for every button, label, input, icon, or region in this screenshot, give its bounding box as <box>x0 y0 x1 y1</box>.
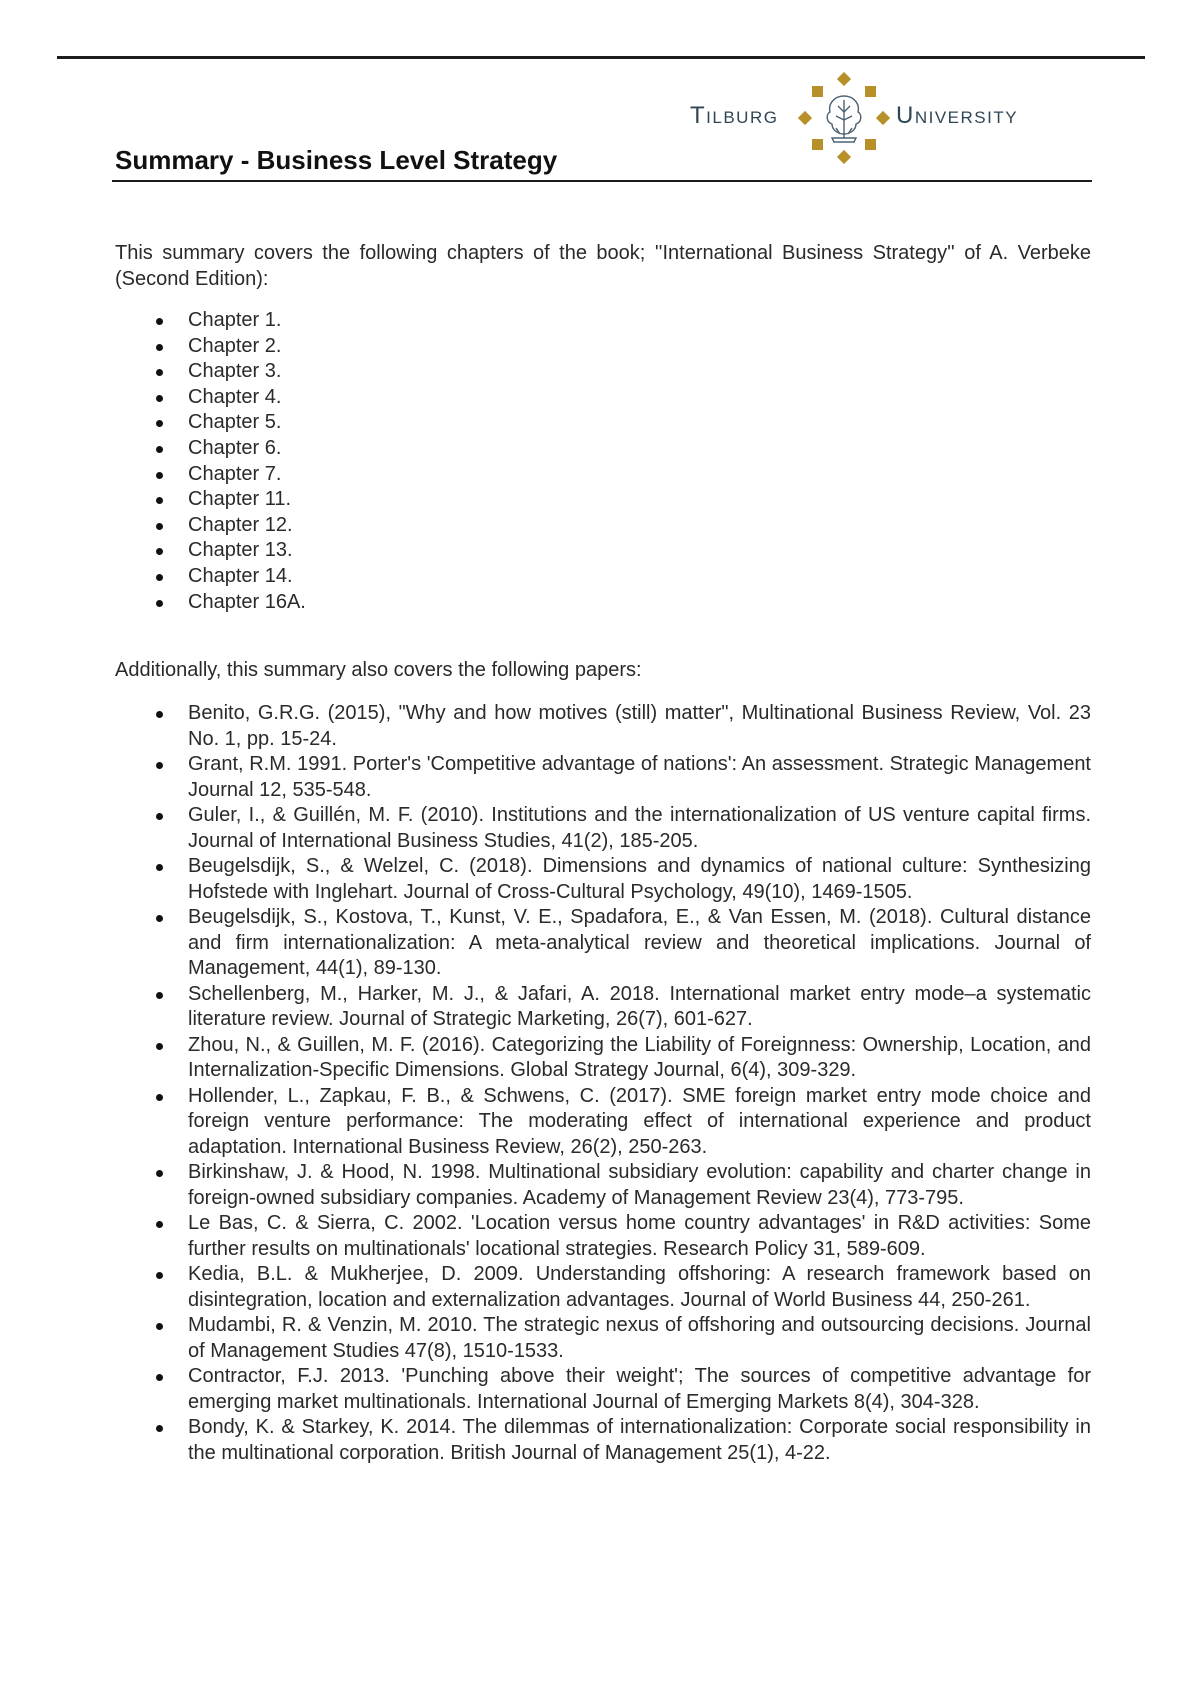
logo-word-university: University <box>896 102 1019 129</box>
list-item-paper <box>115 1364 1091 1415</box>
list-item-paper <box>115 803 1091 854</box>
bullet-icon <box>156 574 163 581</box>
header-top-rule <box>57 56 1145 59</box>
bullet-icon <box>156 1272 163 1279</box>
chapter-label: Chapter 3. <box>188 360 282 383</box>
bullet-icon <box>156 1374 163 1381</box>
list-item-paper <box>115 1160 1091 1211</box>
chapter-label: Chapter 2. <box>188 334 282 357</box>
paper-citation: Mudambi, R. & Venzin, M. 2010. The strategic nexus of offshoring and outsourcing decisions. Journal of Management Studies 47(8), 1510-1533. <box>188 1314 1091 1362</box>
list-item-chapter <box>115 487 1091 513</box>
list-item-chapter <box>115 385 1091 411</box>
chapter-list <box>115 308 1091 615</box>
list-item-paper <box>115 752 1091 803</box>
paper-citation: Contractor, F.J. 2013. 'Punching above their weight'; The sources of competitive advantage for emerging market multinationals. International Journal of Emerging Markets 8(4), 304-328. <box>188 1365 1091 1413</box>
list-item-chapter <box>115 590 1091 616</box>
chapter-label: Chapter 14. <box>188 564 293 587</box>
bullet-icon <box>156 523 163 530</box>
bullet-icon <box>156 600 163 607</box>
intro-paragraph: This summary covers the following chapters of the book; ''International Business Strategy'' of A. Verbeke (Second Edition): <box>115 242 1091 290</box>
bullet-icon <box>156 1323 163 1330</box>
bullet-icon <box>156 762 163 769</box>
list-item-chapter <box>115 334 1091 360</box>
title-underline <box>112 180 1092 182</box>
paper-citation: Zhou, N., & Guillen, M. F. (2016). Categorizing the Liability of Foreignness: Ownership, Location, and Internalization-Specific Dimensions. Global Strategy Journal, 6(4), 309-329. <box>188 1033 1091 1082</box>
paper-citation: Birkinshaw, J. & Hood, N. 1998. Multinational subsidiary evolution: capability and charter change in foreign-owned subsidiary companies. Academy of Management Review 23(4), 773-795. <box>188 1161 1091 1209</box>
paper-citation: Guler, I., & Guillén, M. F. (2010). Institutions and the internationalization of US venture capital firms. Journal of International Business Studies, 41(2), 185-205. <box>188 804 1091 852</box>
tilburg-university-logo <box>690 72 1050 164</box>
list-item-paper <box>115 1033 1091 1084</box>
paper-citation: Le Bas, C. & Sierra, C. 2002. 'Location versus home country advantages' in R&D activities: Some further results on multinationals' locational strategies. Research Policy 31, 589-609. <box>188 1212 1091 1260</box>
chapter-label: Chapter 5. <box>188 411 282 434</box>
bullet-icon <box>156 1425 163 1432</box>
list-item-paper <box>115 1211 1091 1262</box>
list-item-chapter <box>115 410 1091 436</box>
list-item-paper <box>115 1313 1091 1364</box>
chapter-label: Chapter 4. <box>188 385 282 408</box>
bullet-icon <box>156 344 163 351</box>
bullet-icon <box>156 548 163 555</box>
paper-citation: Schellenberg, M., Harker, M. J., & Jafari, A. 2018. International market entry mode–a systematic literature review. Journal of Strategic Marketing, 26(7), 601-627. <box>188 982 1091 1031</box>
list-item-chapter <box>115 462 1091 488</box>
list-item-paper <box>115 1084 1091 1161</box>
list-item-chapter <box>115 359 1091 385</box>
bullet-icon <box>156 318 163 325</box>
paper-citation: Beugelsdijk, S., & Welzel, C. (2018). Dimensions and dynamics of national culture: Synthesizing Hofstede with Inglehart. Journal of Cross-Cultural Psychology, 49(10), 1469-1505. <box>188 855 1091 903</box>
paper-citation: Kedia, B.L. & Mukherjee, D. 2009. Understanding offshoring: A research framework based on disintegration, location and externalization advantages. Journal of World Business 44, 250-261. <box>188 1263 1091 1311</box>
bullet-icon <box>156 472 163 479</box>
bullet-icon <box>156 915 163 922</box>
bullet-icon <box>156 1043 163 1050</box>
list-item-paper <box>115 982 1091 1033</box>
chapter-label: Chapter 1. <box>188 309 282 331</box>
chapter-label: Chapter 12. <box>188 513 293 536</box>
bullet-icon <box>156 1094 163 1101</box>
list-item-paper <box>115 1415 1091 1466</box>
bullet-icon <box>156 864 163 871</box>
papers-intro: Additionally, this summary also covers the following papers: <box>115 659 642 682</box>
chapter-label: Chapter 11. <box>188 488 292 511</box>
bullet-icon <box>156 369 163 376</box>
list-item-chapter <box>115 436 1091 462</box>
bullet-icon <box>156 992 163 999</box>
page-title: Summary - Business Level Strategy <box>115 145 558 175</box>
list-item-chapter <box>115 308 1091 334</box>
university-emblem-icon <box>798 72 890 164</box>
paper-citation: Hollender, L., Zapkau, F. B., & Schwens, C. (2017). SME foreign market entry mode choice and foreign venture performance: The moderating effect of international experience and product adaptation. International Business Review, 26(2), 250-263. <box>188 1084 1091 1158</box>
list-item-chapter <box>115 564 1091 590</box>
bullet-icon <box>156 711 163 718</box>
list-item-chapter <box>115 513 1091 539</box>
paper-citation: Bondy, K. & Starkey, K. 2014. The dilemmas of internationalization: Corporate social responsibility in the multinational corporation. British Journal of Management 25(1), 4-22. <box>188 1416 1091 1464</box>
bullet-icon <box>156 497 163 504</box>
paper-citation: Benito, G.R.G. (2015), "Why and how motives (still) matter", Multinational Business Review, Vol. 23 No. 1, pp. 15-24. <box>188 702 1091 750</box>
bullet-icon <box>156 813 163 820</box>
logo-word-tilburg: Tilburg <box>690 102 779 129</box>
bullet-icon <box>156 420 163 427</box>
bullet-icon <box>156 395 163 402</box>
bullet-icon <box>156 1221 163 1228</box>
chapter-label: Chapter 7. <box>188 462 282 485</box>
document-body <box>115 240 1091 1466</box>
list-item-chapter <box>115 538 1091 564</box>
paper-citation: Grant, R.M. 1991. Porter's 'Competitive advantage of nations': An assessment. Strategic Management Journal 12, 535-548. <box>188 753 1091 801</box>
list-item-paper <box>115 854 1091 905</box>
list-item-paper <box>115 1262 1091 1313</box>
paper-citation: Beugelsdijk, S., Kostova, T., Kunst, V. E., Spadafora, E., & Van Essen, M. (2018). Cultural distance and firm internationalization: A meta-analytical review and theoretical implications. Journal of Management, 44(1), 89-130. <box>188 906 1091 980</box>
bullet-icon <box>156 446 163 453</box>
chapter-label: Chapter 16A. <box>188 590 306 613</box>
chapter-label: Chapter 13. <box>188 539 293 562</box>
list-item-paper <box>115 905 1091 982</box>
paper-list <box>115 701 1091 1466</box>
bullet-icon <box>156 1170 163 1177</box>
list-item-paper <box>115 701 1091 752</box>
chapter-label: Chapter 6. <box>188 436 282 459</box>
